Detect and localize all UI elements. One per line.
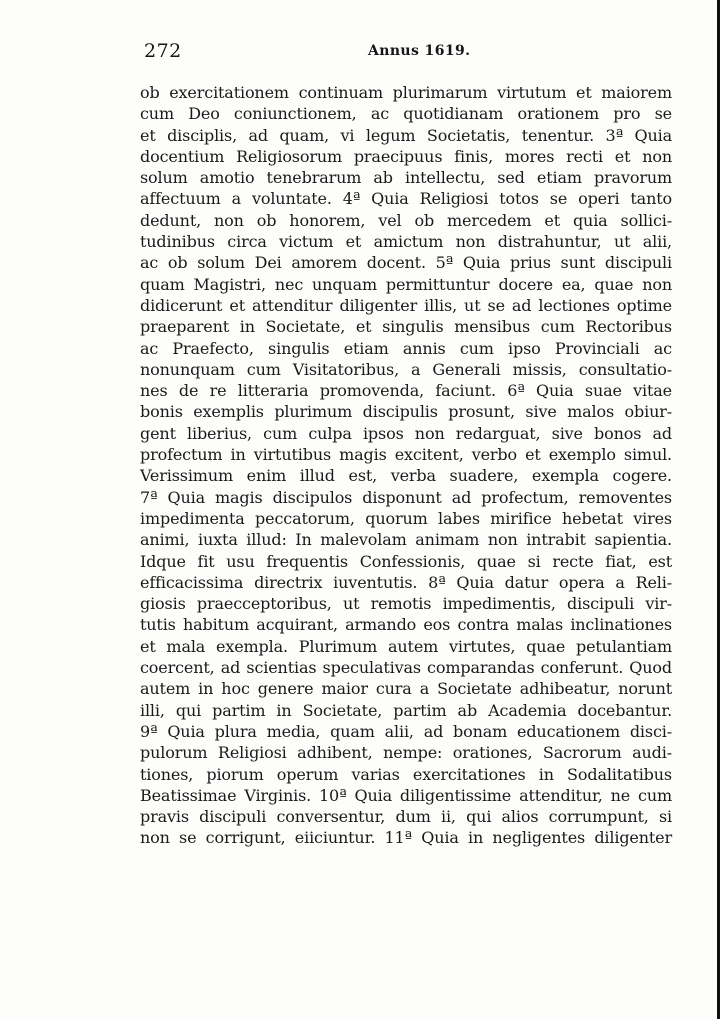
text-line: Verissimum enim illud est, verba suadere, exempla cogere. bbox=[140, 466, 672, 486]
text-line: dedunt, non ob honorem, vel ob mercedem et quia sollici- bbox=[140, 210, 672, 230]
text-line: pravis discipuli conversentur, dum ii, qui alios corrumpunt, si bbox=[140, 807, 672, 827]
text-line: affectuum a voluntate. 4ª Quia Religiosi totos se operi tanto bbox=[140, 189, 672, 209]
text-line: efficacissima directrix iuventutis. 8ª Quia datur opera a Reli- bbox=[140, 572, 672, 592]
text-line: tiones, piorum operum varias exercitationes in Sodalitatibus bbox=[140, 764, 672, 784]
text-line: et disciplis, ad quam, vi legum Societatis, tenentur. 3ª Quia bbox=[140, 125, 672, 145]
text-line: 9ª Quia plura media, quam alii, ad bonam educationem disci- bbox=[140, 721, 672, 741]
text-line: praeparent in Societate, et singulis mensibus cum Rectoribus bbox=[140, 317, 672, 337]
text-line: Beatissimae Virginis. 10ª Quia diligentissime attenditur, ne cum bbox=[140, 785, 672, 805]
text-line: coercent, ad scientias speculativas comparandas conferunt. Quod bbox=[140, 658, 672, 678]
text-line: bonis exemplis plurimum discipulis prosunt, sive malos obiur- bbox=[140, 402, 672, 422]
text-line: profectum in virtutibus magis excitent, verbo et exemplo simul. bbox=[140, 445, 672, 465]
text-line: quam Magistri, nec unquam permittuntur docere ea, quae non bbox=[140, 274, 672, 294]
text-line: cum Deo coniunctionem, ac quotidianam orationem pro se bbox=[140, 104, 672, 124]
text-line: tudinibus circa victum et amictum non distrahuntur, ut alii, bbox=[140, 232, 672, 252]
text-line: didicerunt et attenditur diligenter illis, ut se ad lectiones optime bbox=[140, 295, 672, 315]
page-header bbox=[144, 40, 672, 64]
page-number: 272 bbox=[144, 40, 182, 62]
text-line: docentium Religiosorum praecipuus finis, mores recti et non bbox=[140, 146, 672, 166]
text-line: pulorum Religiosi adhibent, nempe: orationes, Sacrorum audi- bbox=[140, 743, 672, 763]
text-line: autem in hoc genere maior cura a Societate adhibeatur, norunt bbox=[140, 679, 672, 699]
running-head: Annus 1619. bbox=[368, 43, 471, 59]
text-line: animi, iuxta illud: In malevolam animam non intrabit sapientia. bbox=[140, 530, 672, 550]
text-line: ob exercitationem continuam plurimarum virtutum et maiorem bbox=[140, 83, 672, 102]
text-line: 7ª Quia magis discipulos disponunt ad profectum, removentes bbox=[140, 487, 672, 507]
text-line: nonunquam cum Visitatoribus, a Generali missis, consultatio- bbox=[140, 359, 672, 379]
text-line: ac Praefecto, singulis etiam annis cum ipso Provinciali ac bbox=[140, 338, 672, 358]
text-line: impedimenta peccatorum, quorum labes mirifice hebetat vires bbox=[140, 508, 672, 528]
text-line: illi, qui partim in Societate, partim ab Academia docebantur. bbox=[140, 700, 672, 720]
text-line: tutis habitum acquirant, armando eos contra malas inclinationes bbox=[140, 615, 672, 635]
text-line: Idque fit usu frequentis Confessionis, quae si recte fiat, est bbox=[140, 551, 672, 571]
text-line: solum amotio tenebrarum ab intellectu, sed etiam pravorum bbox=[140, 168, 672, 188]
text-line: et mala exempla. Plurimum autem virtutes, quae petulantiam bbox=[140, 636, 672, 656]
body-text bbox=[140, 82, 672, 849]
text-line: non se corrigunt, eiiciuntur. 11ª Quia in negligentes diligenter bbox=[140, 828, 672, 848]
text-line: giosis praecceptoribus, ut remotis impedimentis, discipuli vir- bbox=[140, 594, 672, 614]
text-line: gent liberius, cum culpa ipsos non redarguat, sive bonos ad bbox=[140, 423, 672, 443]
text-line: ac ob solum Dei amorem docent. 5ª Quia prius sunt discipuli bbox=[140, 253, 672, 273]
text-line: nes de re litteraria promovenda, faciunt. 6ª Quia suae vitae bbox=[140, 381, 672, 401]
